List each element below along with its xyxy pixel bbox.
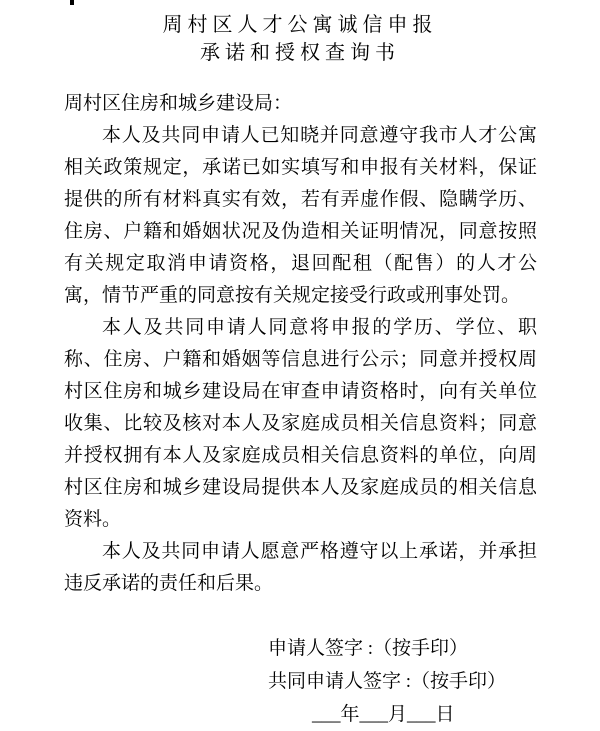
paragraph-responsibility: 本人及共同申请人愿意严格遵守以上承诺，并承担违反承诺的责任和后果。 bbox=[64, 541, 537, 594]
salutation: 周村区住房和城乡建设局： bbox=[64, 93, 293, 114]
corner-mark bbox=[70, 0, 74, 5]
signature-section bbox=[0, 632, 600, 731]
document-body bbox=[64, 88, 537, 600]
paragraph-commitment: 本人及共同申请人已知晓并同意遵守我市人才公寓相关政策规定，承诺已如实填写和申报有关材料，保证提供的所有材料真实有效，若有弄虚作假、隐瞒学历、住房、户籍和婚姻状况及伪造相关证明情况，同意按照有关规定取消申请资格，退回配租（配售）的人才公寓，情节严重的同意按有关规定接受行政或刑事处罚。 bbox=[64, 125, 537, 306]
document-title bbox=[0, 0, 600, 67]
title-line-1: 周村区人才公寓诚信申报 bbox=[162, 14, 438, 36]
applicant-signature-line: 申请人签字 :（按手印） bbox=[268, 638, 469, 659]
title-line-2: 承诺和授权查询书 bbox=[200, 42, 400, 64]
date-blank-line: ___年___月___日 bbox=[312, 704, 455, 725]
co-applicant-signature-line: 共同申请人签字 :（按手印） bbox=[268, 671, 507, 692]
paragraph-authorization: 本人及共同申请人同意将申报的学历、学位、职称、住房、户籍和婚姻等信息进行公示；同意并授权周村区住房和城乡建设局在审查申请资格时，向有关单位收集、比较及核对本人及家庭成员相关信息资料；同意并授权拥有本人及家庭成员相关信息资料的单位，向周村区住房和城乡建设局提供本人及家庭成员的相关信息资料。 bbox=[64, 317, 537, 530]
